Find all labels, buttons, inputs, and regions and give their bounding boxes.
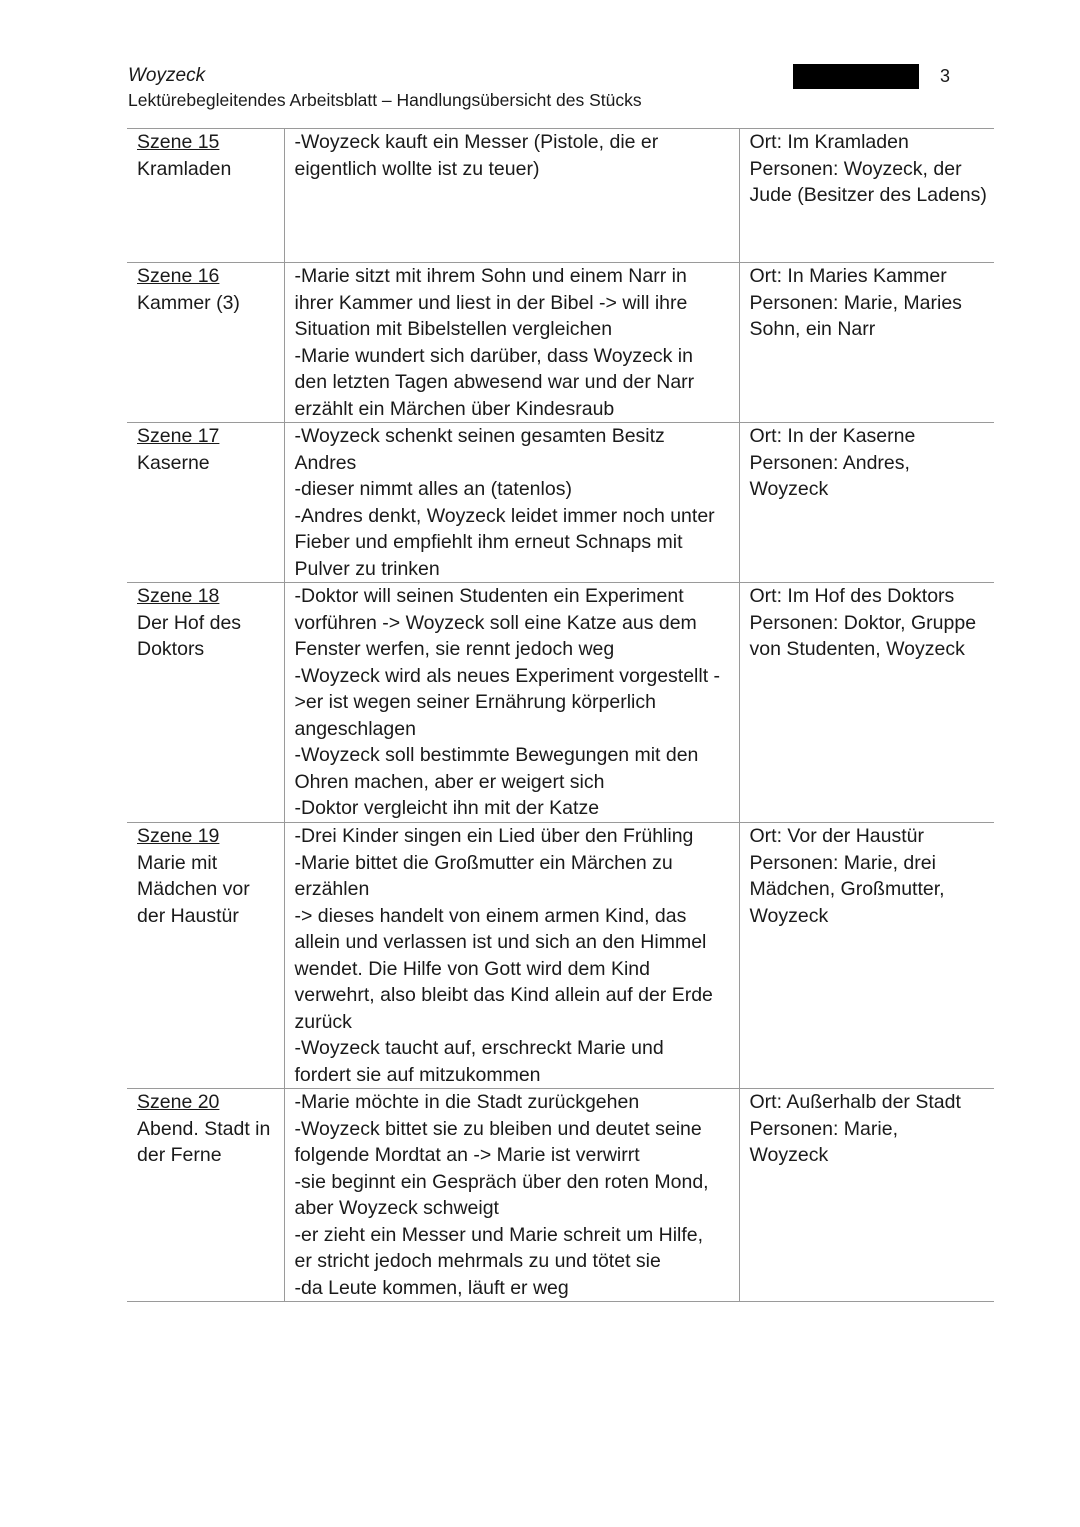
content-line: -er zieht ein Messer und Marie schreit um Hilfe, [294, 1223, 704, 1246]
content-line: eigentlich wollte ist zu teuer) [294, 157, 540, 180]
scene-number: Szene 20 [137, 1091, 220, 1113]
document-subtitle: Lektürebegleitendes Arbeitsblatt – Handlungsübersicht des Stücks [128, 90, 642, 110]
place-line: Woyzeck [749, 478, 829, 500]
scene-label-cell [127, 823, 284, 1089]
content-line: Situation mit Bibelstellen vergleichen [294, 318, 613, 340]
table-row [127, 823, 994, 1089]
scene-label-cell [127, 129, 284, 263]
scene-table-body [127, 129, 994, 1302]
place-line: Jude (Besitzer des Ladens) [749, 184, 987, 206]
place-line: Ort: Außerhalb der Stadt [749, 1091, 961, 1113]
content-line: aber Woyzeck schweigt [294, 1197, 499, 1219]
scene-label-cell [127, 583, 284, 823]
content-line: erzählt ein Märchen über Kindesraub [294, 397, 615, 420]
scene-title-line: der Haustür [137, 904, 239, 927]
content-line: -da Leute kommen, läuft er weg [294, 1276, 569, 1299]
content-line: fordert sie auf mitzukommen [294, 1063, 541, 1086]
content-line: -Marie bittet die Großmutter ein Märchen zu [294, 851, 673, 874]
scene-place-cell [739, 423, 994, 583]
scene-content-cell [284, 129, 739, 263]
scene-overview-table [127, 128, 994, 1302]
place-line: Sohn, ein Narr [749, 318, 876, 340]
content-line: Fenster werfen, sie rennt jedoch weg [294, 638, 615, 660]
scene-title-line: der Ferne [137, 1144, 222, 1166]
scene-place-cell [739, 1089, 994, 1302]
redaction-box [793, 64, 919, 89]
place-line: Personen: Woyzeck, der [749, 157, 962, 180]
scene-number: Szene 18 [137, 585, 220, 607]
place-line: Ort: Im Hof des Doktors [749, 585, 955, 607]
content-line: angeschlagen [294, 717, 416, 740]
place-line: Personen: Marie, [749, 1117, 898, 1140]
content-line: zurück [294, 1010, 352, 1033]
content-line: vorführen -> Woyzeck soll eine Katze aus dem [294, 611, 697, 634]
content-line: -Woyzeck soll bestimmte Bewegungen mit den [294, 744, 699, 766]
scene-content-cell [284, 263, 739, 423]
scene-title-line: Mädchen vor [137, 878, 250, 900]
scene-title-line: Abend. Stadt in [137, 1117, 271, 1140]
content-line: -Marie wundert sich darüber, dass Woyzeck in [294, 344, 693, 367]
document-title: Woyzeck [128, 65, 206, 86]
scene-content-cell [284, 1089, 739, 1302]
scene-place-cell [739, 263, 994, 423]
scene-place-cell [739, 129, 994, 263]
place-line: Mädchen, Großmutter, [749, 878, 945, 900]
content-line: er stricht jedoch mehrmals zu und tötet sie [294, 1250, 661, 1272]
scene-place-cell [739, 583, 994, 823]
table-row [127, 263, 994, 423]
scene-content-cell [284, 823, 739, 1089]
content-line: -Drei Kinder singen ein Lied über den Frühling [294, 825, 694, 847]
place-line: Personen: Doktor, Gruppe [749, 611, 977, 634]
scene-label-cell [127, 1089, 284, 1302]
scene-title-line: Kramladen [137, 157, 232, 180]
place-line: Personen: Marie, drei [749, 851, 936, 874]
content-line: verwehrt, also bleibt das Kind allein auf der Erde [294, 984, 713, 1006]
place-line: Personen: Marie, Maries [749, 291, 962, 314]
place-line: Personen: Andres, [749, 451, 910, 474]
scene-title-line: Kaserne [137, 451, 210, 474]
scene-title-line: Doktors [137, 638, 205, 660]
table-row [127, 129, 994, 263]
scene-number: Szene 15 [137, 131, 220, 153]
content-line: Fieber und empfiehlt ihm erneut Schnaps mit [294, 531, 683, 553]
content-line: -Woyzeck taucht auf, erschreckt Marie und [294, 1037, 664, 1059]
content-line: -Doktor will seinen Studenten ein Experiment [294, 585, 684, 607]
content-line: -Woyzeck bittet sie zu bleiben und deutet seine [294, 1117, 702, 1140]
content-line: -Woyzeck schenkt seinen gesamten Besitz [294, 425, 665, 447]
content-line: wendet. Die Hilfe von Gott wird dem Kind [294, 957, 650, 980]
scene-label-cell [127, 263, 284, 423]
content-line: folgende Mordtat an -> Marie ist verwirrt [294, 1144, 640, 1166]
content-line: Andres [294, 451, 357, 474]
place-line: Ort: In der Kaserne [749, 425, 916, 447]
table-row [127, 423, 994, 583]
content-line: -Doktor vergleicht ihn mit der Katze [294, 797, 600, 819]
content-line: -> dieses handelt von einem armen Kind, das [294, 904, 687, 927]
table-row [127, 583, 994, 823]
content-line: allein und verlassen ist und sich an den Himmel [294, 931, 707, 953]
content-line: ihrer Kammer und liest in der Bibel -> will ihre [294, 291, 688, 314]
content-line: -Woyzeck kauft ein Messer (Pistole, die er [294, 131, 659, 153]
content-line: -Marie möchte in die Stadt zurückgehen [294, 1091, 640, 1113]
scene-title-line: Marie mit [137, 851, 218, 874]
table-row [127, 1089, 994, 1302]
scene-content-cell [284, 583, 739, 823]
content-line: -Woyzeck wird als neues Experiment vorgestellt - [294, 664, 721, 687]
scene-title-line: Kammer (3) [137, 291, 240, 314]
scene-content-cell [284, 423, 739, 583]
content-line: erzählen [294, 878, 370, 900]
scene-label-cell [127, 423, 284, 583]
content-line: Pulver zu trinken [294, 557, 440, 580]
scene-place-cell [739, 823, 994, 1089]
page-header [128, 64, 994, 112]
place-line: Woyzeck [749, 1144, 829, 1166]
content-line: -dieser nimmt alles an (tatenlos) [294, 478, 572, 500]
place-line: Ort: Im Kramladen [749, 131, 909, 153]
place-line: von Studenten, Woyzeck [749, 638, 965, 660]
content-line: den letzten Tagen abwesend war und der Narr [294, 371, 695, 393]
scene-number: Szene 16 [137, 265, 220, 287]
content-line: -Andres denkt, Woyzeck leidet immer noch unter [294, 504, 715, 527]
place-line: Ort: Vor der Haustür [749, 825, 924, 847]
page-number: 3 [940, 66, 951, 86]
place-line: Woyzeck [749, 904, 829, 927]
place-line: Ort: In Maries Kammer [749, 265, 947, 287]
content-line: -Marie sitzt mit ihrem Sohn und einem Narr in [294, 265, 687, 287]
content-line: >er ist wegen seiner Ernährung körperlich [294, 691, 656, 713]
content-line: Ohren machen, aber er weigert sich [294, 770, 605, 793]
scene-number: Szene 19 [137, 825, 220, 847]
scene-title-line: Der Hof des [137, 611, 242, 634]
content-line: -sie beginnt ein Gespräch über den roten Mond, [294, 1170, 709, 1193]
scene-number: Szene 17 [137, 425, 220, 447]
